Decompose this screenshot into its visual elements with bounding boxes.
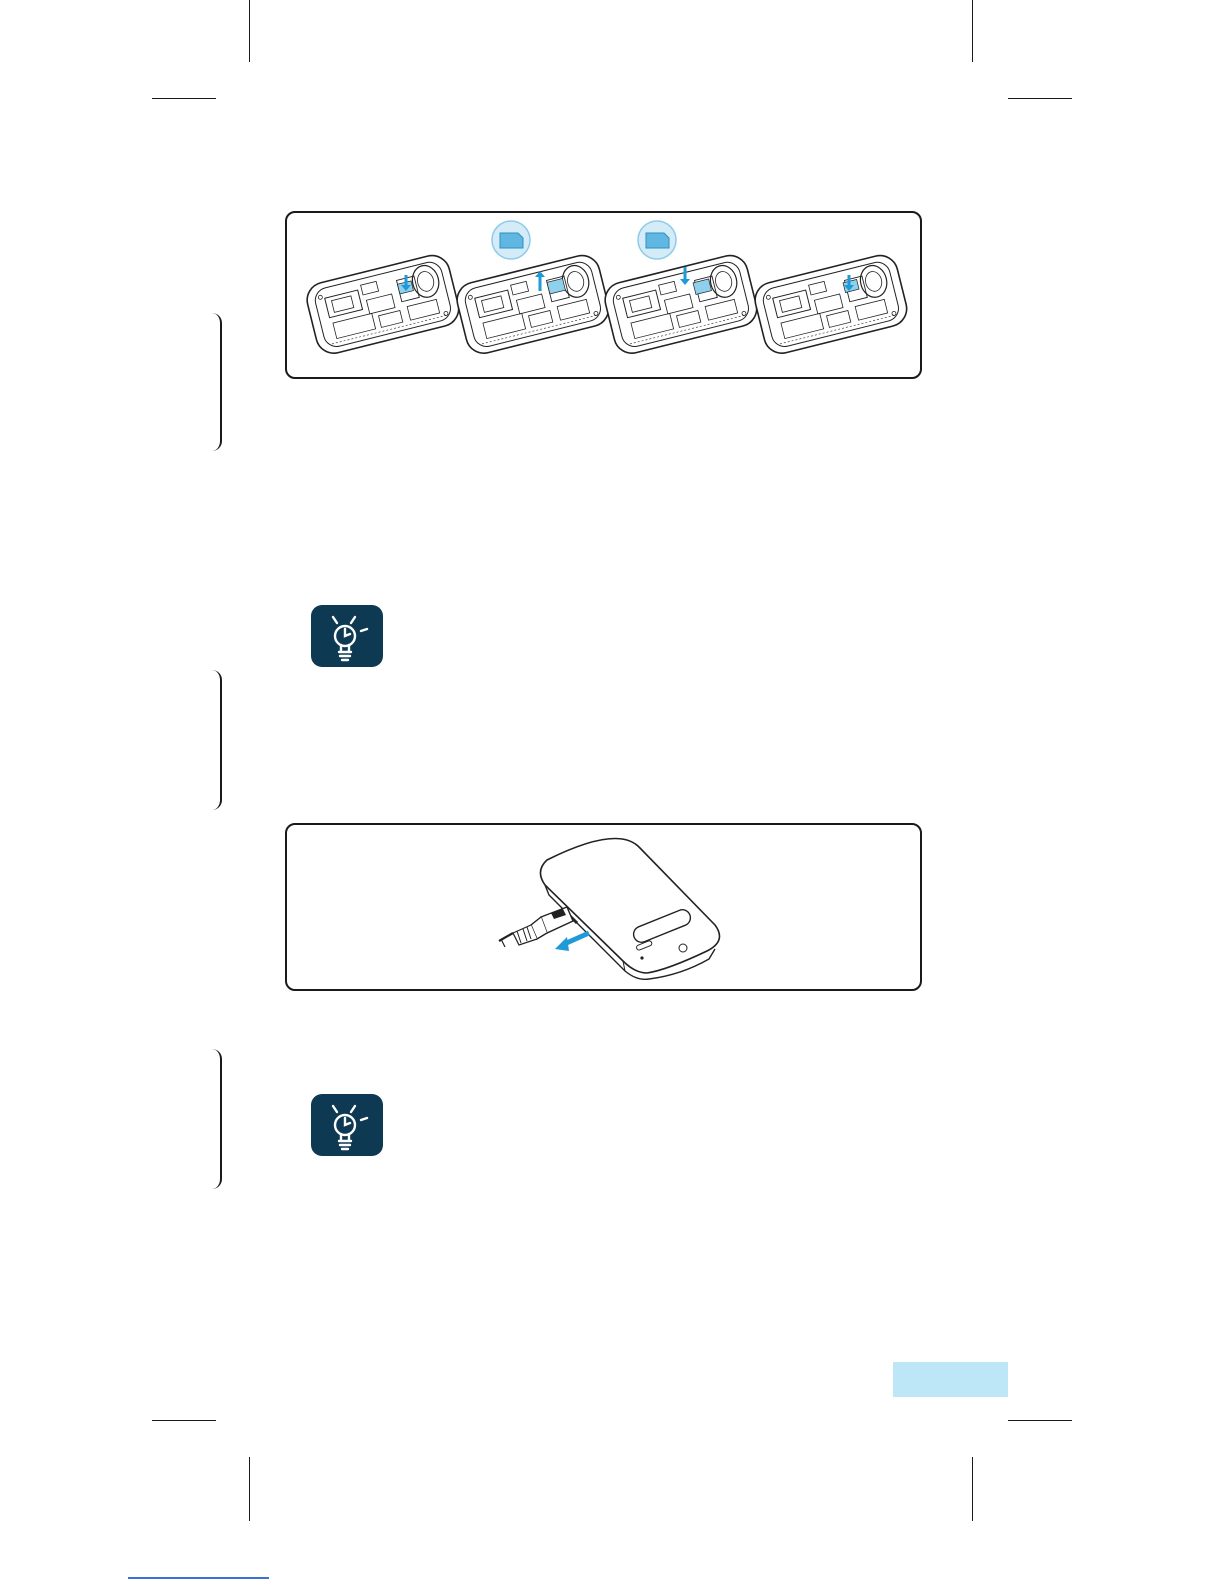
crop-mark-bottom-right-v [972,1457,973,1521]
bottom-link-underline[interactable] [128,1577,269,1579]
step-4-device [751,252,910,357]
crop-mark-bottom-left-h [152,1420,216,1421]
step-3-device [601,252,760,357]
crop-mark-top-right-v [972,0,973,62]
lightbulb-icon [311,1094,383,1156]
sim-card-icon [492,221,530,259]
insert-arrow-icon [555,933,589,951]
sim-card-figure [285,211,922,379]
charging-cable [499,907,573,947]
crop-mark-bottom-left-v [249,1457,250,1521]
section-bracket-1 [208,313,222,451]
charging-illustration [287,825,919,988]
crop-mark-top-left-h [152,98,216,99]
sim-card-steps-illustration [287,213,919,376]
crop-mark-top-right-h [1008,98,1072,99]
section-bracket-3 [208,1049,222,1189]
step-1-device [303,252,462,357]
crop-mark-bottom-right-h [1008,1420,1072,1421]
page-number-tab [893,1362,1008,1397]
lightbulb-glyph [311,1094,383,1156]
step-2-device [453,252,612,357]
sim-card-icon [638,221,676,259]
section-bracket-2 [208,670,222,810]
charging-figure [285,823,922,991]
lightbulb-glyph [311,605,383,667]
lightbulb-icon [311,605,383,667]
crop-mark-top-left-v [249,0,250,62]
